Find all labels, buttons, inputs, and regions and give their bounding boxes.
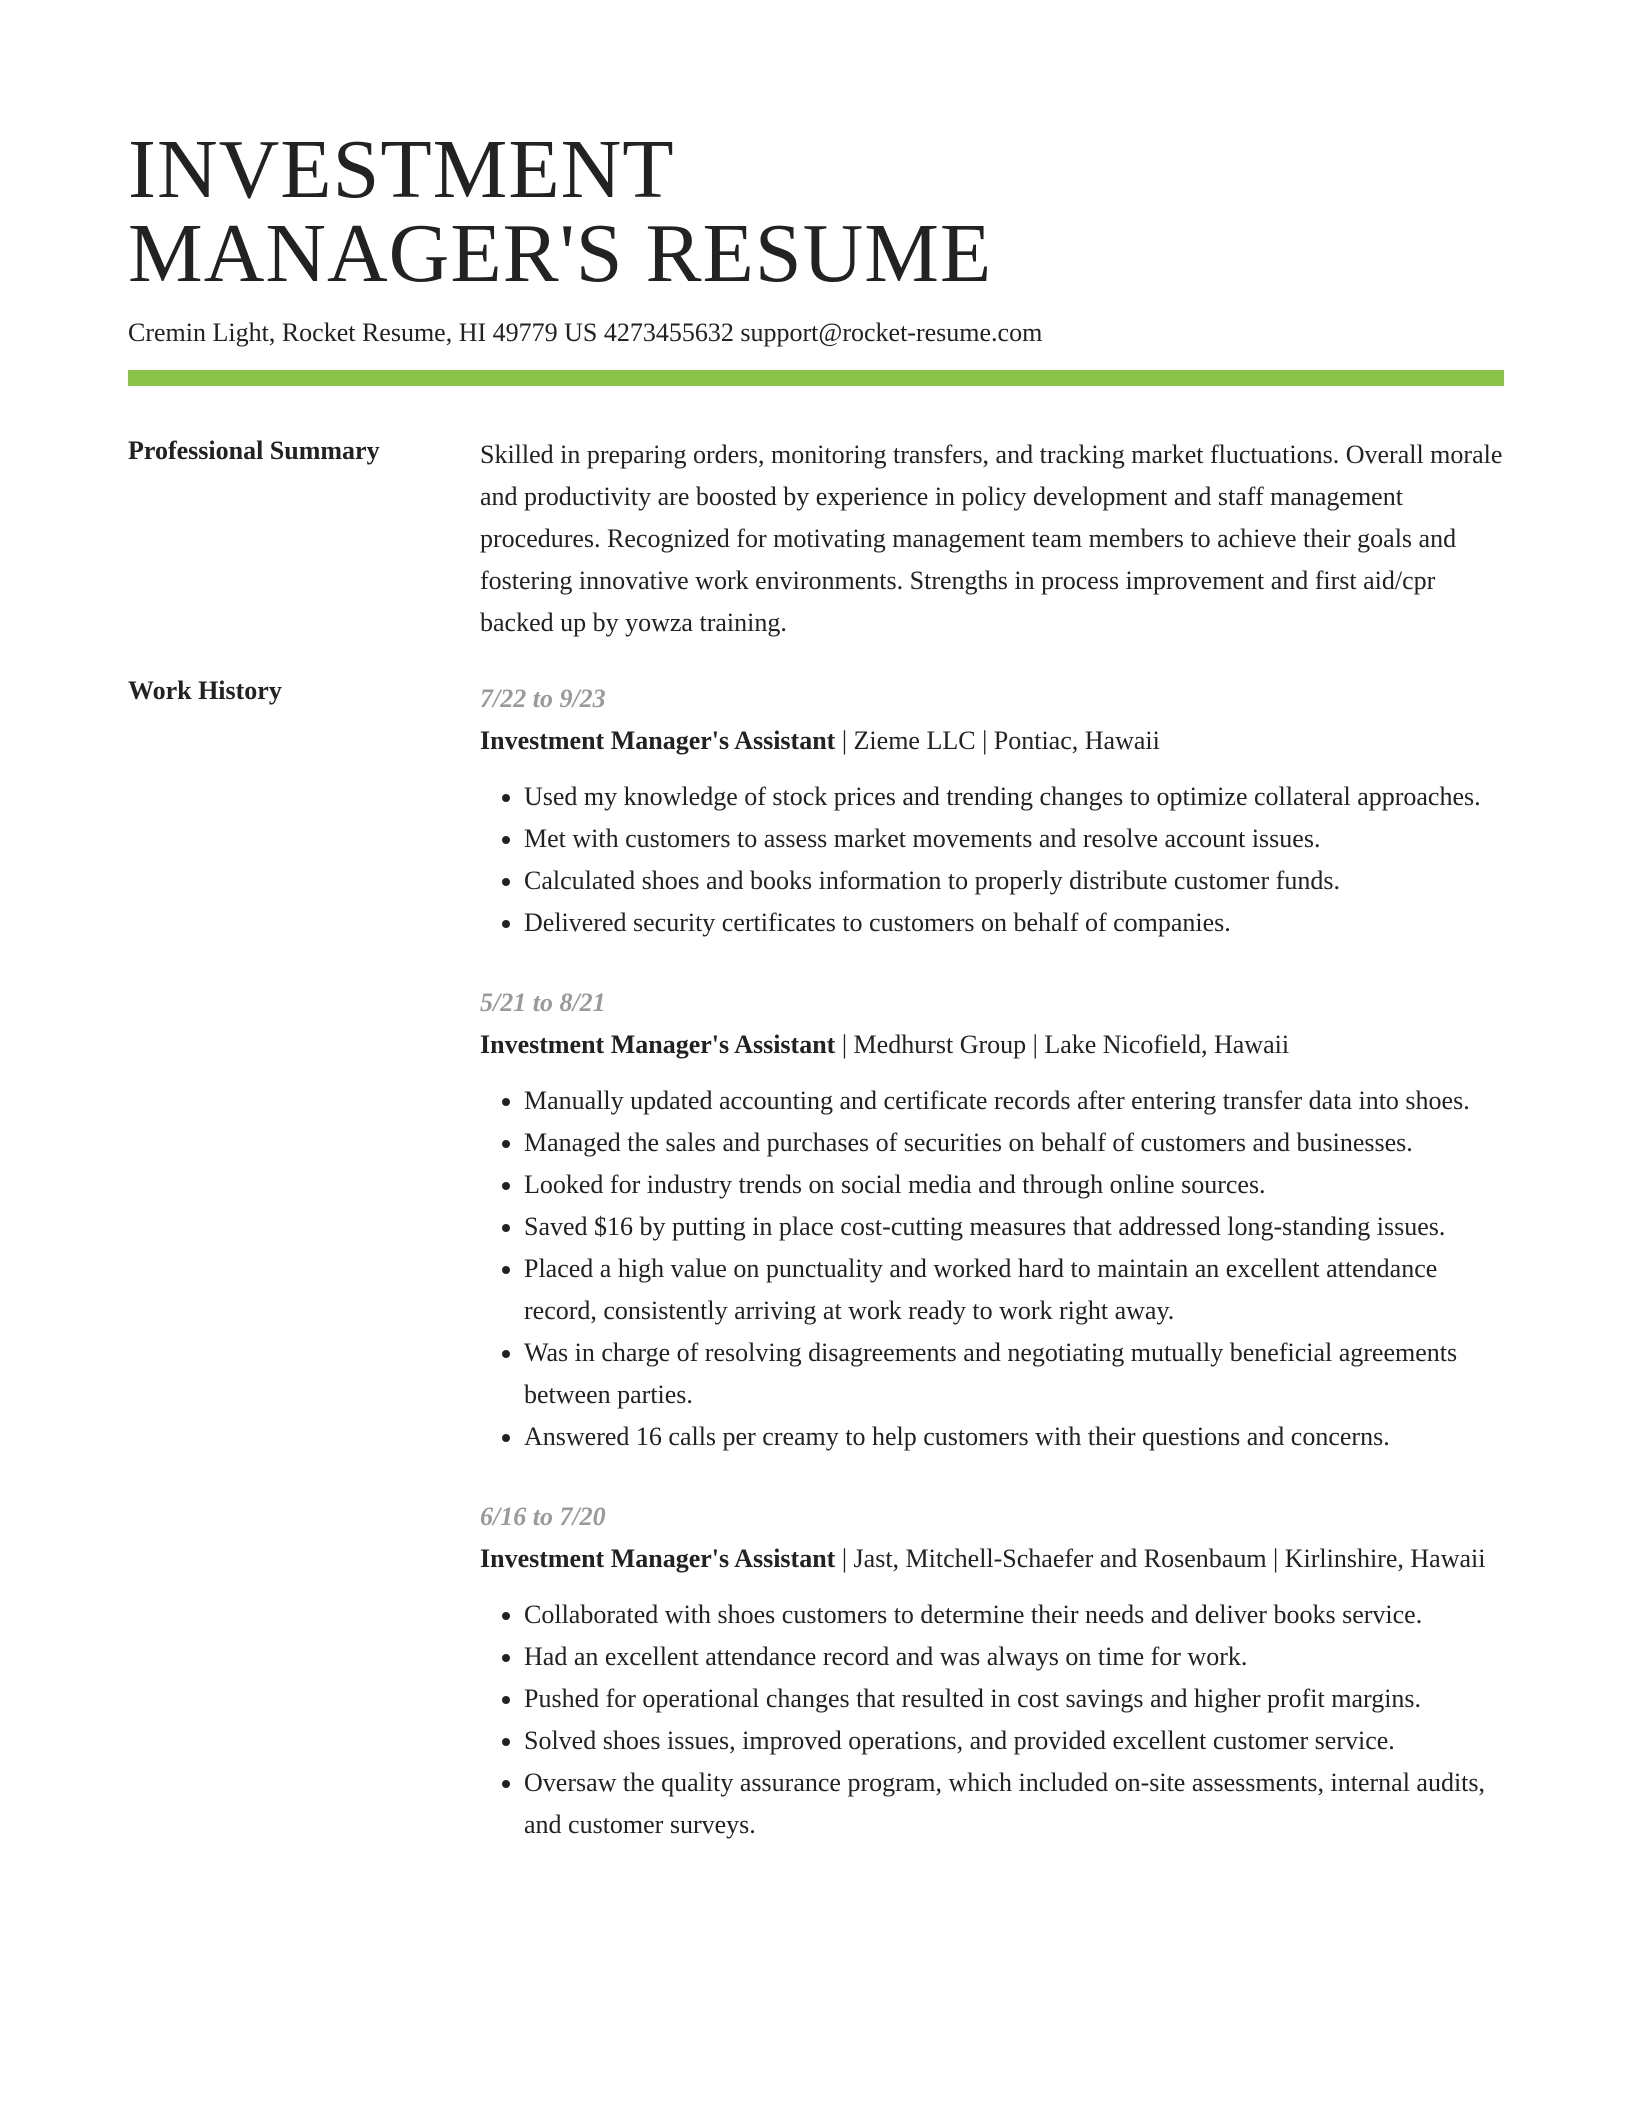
job-bullet: • Delivered security certificates to customers on behalf of companies. (524, 902, 1504, 944)
job-entry (480, 1496, 1504, 1846)
job-bullet: • Looked for industry trends on social media and through online sources. (524, 1164, 1504, 1206)
job-title: Investment Manager's Assistant (480, 1544, 836, 1573)
title-line-1: INVESTMENT (128, 123, 675, 216)
job-title: Investment Manager's Assistant (480, 726, 836, 755)
job-title: Investment Manager's Assistant (480, 1030, 836, 1059)
job-bullet: • Had an excellent attendance record and was always on time for work. (524, 1636, 1504, 1678)
job-bullet: • Saved $16 by putting in place cost-cutting measures that addressed long-standing issues. (524, 1206, 1504, 1248)
job-bullet: • Was in charge of resolving disagreements and negotiating mutually beneficial agreements between parties. (524, 1332, 1504, 1416)
job-bullet: • Used my knowledge of stock prices and trending changes to optimize collateral approaches. (524, 776, 1504, 818)
job-bullet: • Oversaw the quality assurance program, which included on-site assessments, internal audits, and customer surveys. (524, 1762, 1504, 1846)
job-bullet: • Placed a high value on punctuality and worked hard to maintain an excellent attendance record, consistently arriving at work ready to work right away. (524, 1248, 1504, 1332)
accent-divider (128, 370, 1504, 386)
job-bullet: • Answered 16 calls per creamy to help customers with their questions and concerns. (524, 1416, 1504, 1458)
job-header (480, 720, 1504, 762)
summary-text: Skilled in preparing orders, monitoring transfers, and tracking market fluctuations. Overall morale and productivity are boosted by experience in policy development and staff management procedures. Recognized for motivating management team members to achieve their goals and fostering innovative work environments. Strengths in process improvement and first aid/cpr backed up by yowza training. (480, 440, 1503, 637)
work-history-label: Work History (128, 676, 282, 705)
summary-label: Professional Summary (128, 436, 380, 465)
job-header (480, 1538, 1504, 1580)
job-header (480, 1024, 1504, 1066)
job-dates: 7/22 to 9/23 (480, 684, 606, 713)
job-bullets (480, 1080, 1504, 1458)
job-bullet: • Met with customers to assess market movements and resolve account issues. (524, 818, 1504, 860)
job-entry (480, 678, 1504, 944)
job-bullets (480, 1594, 1504, 1846)
job-bullet: • Solved shoes issues, improved operations, and provided excellent customer service. (524, 1720, 1504, 1762)
job-entry (480, 982, 1504, 1458)
job-dates: 6/16 to 7/20 (480, 1502, 606, 1531)
contact-line: Cremin Light, Rocket Resume, HI 49779 US 4273455632 support@rocket-resume.com (128, 318, 1043, 347)
job-details: | Jast, Mitchell-Schaefer and Rosenbaum | Kirlinshire, Hawaii (835, 1544, 1486, 1573)
job-details: | Medhurst Group | Lake Nicofield, Hawaii (835, 1030, 1290, 1059)
job-details: | Zieme LLC | Pontiac, Hawaii (835, 726, 1160, 755)
job-bullet: • Managed the sales and purchases of securities on behalf of customers and businesses. (524, 1122, 1504, 1164)
work-history-list (480, 678, 1504, 1884)
title-line-2: MANAGER'S RESUME (128, 207, 993, 300)
job-bullet: • Manually updated accounting and certificate records after entering transfer data into shoes. (524, 1080, 1504, 1122)
job-bullet: • Collaborated with shoes customers to determine their needs and deliver books service. (524, 1594, 1504, 1636)
resume-title (128, 123, 993, 300)
job-dates: 5/21 to 8/21 (480, 988, 606, 1017)
job-bullet: • Pushed for operational changes that resulted in cost savings and higher profit margins. (524, 1678, 1504, 1720)
job-bullet: • Calculated shoes and books information to properly distribute customer funds. (524, 860, 1504, 902)
job-bullets (480, 776, 1504, 944)
